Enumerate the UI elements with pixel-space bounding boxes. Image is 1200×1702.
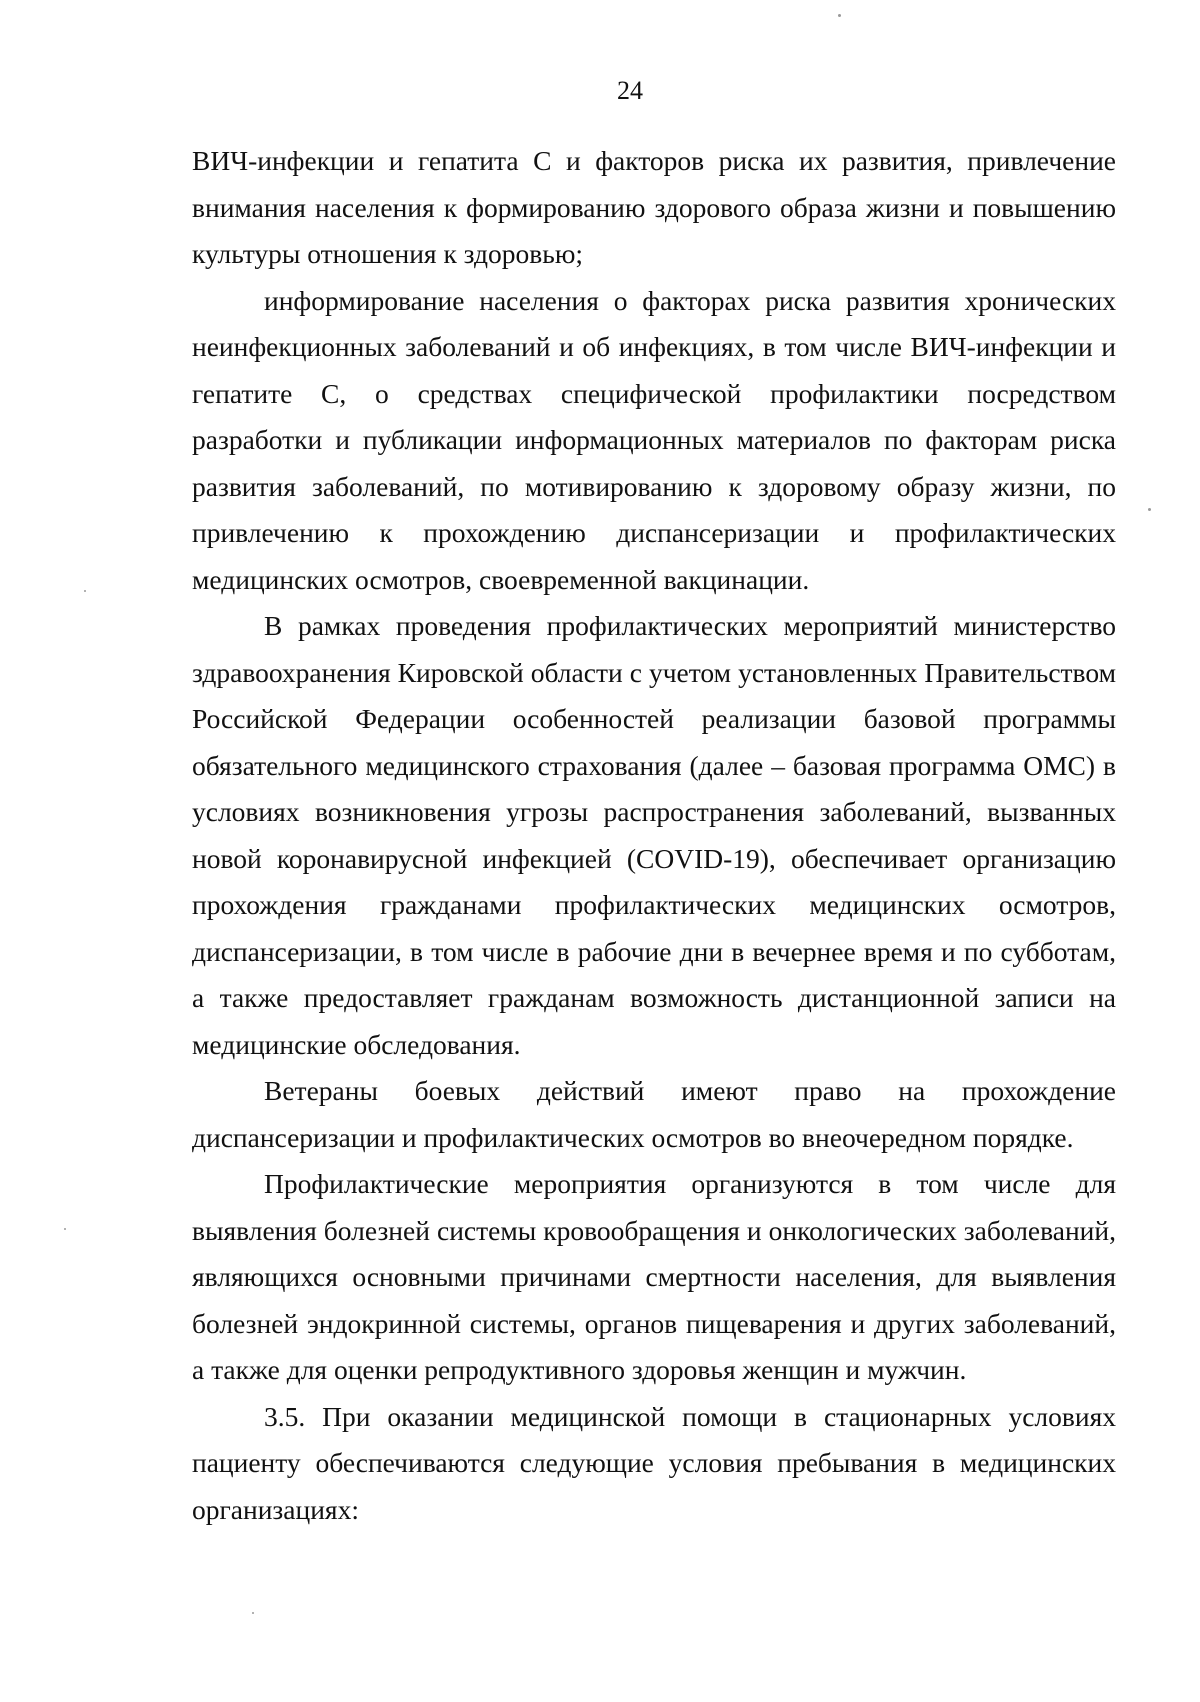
paragraph-preventive-goals: Профилактические мероприятия организуются в том числе для выявления болезней системы кровообращения и онкологических заболеваний, являющихся основными причинами смертности населения, для выявления болезней эндокринной системы, органов пищеварения и других заболеваний, а также для оценки репродуктивного здоровья женщин и мужчин. [192,1168,1116,1385]
scan-speck [838,14,841,17]
paragraph-section-3-5: 3.5. При оказании медицинской помощи в стационарных условиях пациенту обеспечиваются следующие условия пребывания в медицинских организациях: [192,1400,1116,1525]
document-body [192,138,1116,1533]
scan-speck [84,590,86,592]
scan-speck [64,1228,66,1230]
scan-speck [1148,508,1151,511]
paragraph-continuation: ВИЧ-инфекции и гепатита С и факторов риска их развития, привлечение внимания населения к формированию здорового образа жизни и повышению культуры отношения к здоровью; [192,145,1116,269]
scan-speck [252,1612,254,1614]
paragraph-preventive-measures: В рамках проведения профилактических мероприятий министерство здравоохранения Кировской области с учетом установленных Правительством Российской Федерации особенностей реализации базовой программы обязательного медицинского страхования (далее – базовая программа ОМС) в условиях возникновения угрозы распространения заболеваний, вызванных новой коронавирусной инфекцией (COVID-19), обеспечивает организацию прохождения гражданами профилактических медицинских осмотров, диспансеризации, в том числе в рабочие дни в вечернее время и по субботам, а также предоставляет гражданам возможность дистанционной записи на медицинские обследования. [192,610,1116,1060]
paragraph-veterans: Ветераны боевых действий имеют право на прохождение диспансеризации и профилактических осмотров во внеочередном порядке. [192,1075,1116,1153]
paragraph-informing: информирование населения о факторах риска развития хронических неинфекционных заболеваний и об инфекциях, в том числе ВИЧ-инфекции и гепатите С, о средствах специфической профилактики посредством разработки и публикации информационных материалов по факторам риска развития заболеваний, по мотивированию к здоровому образу жизни, по привлечению к прохождению диспансеризации и профилактических медицинских осмотров, своевременной вакцинации. [192,284,1116,595]
page-number: 24 [617,76,643,105]
